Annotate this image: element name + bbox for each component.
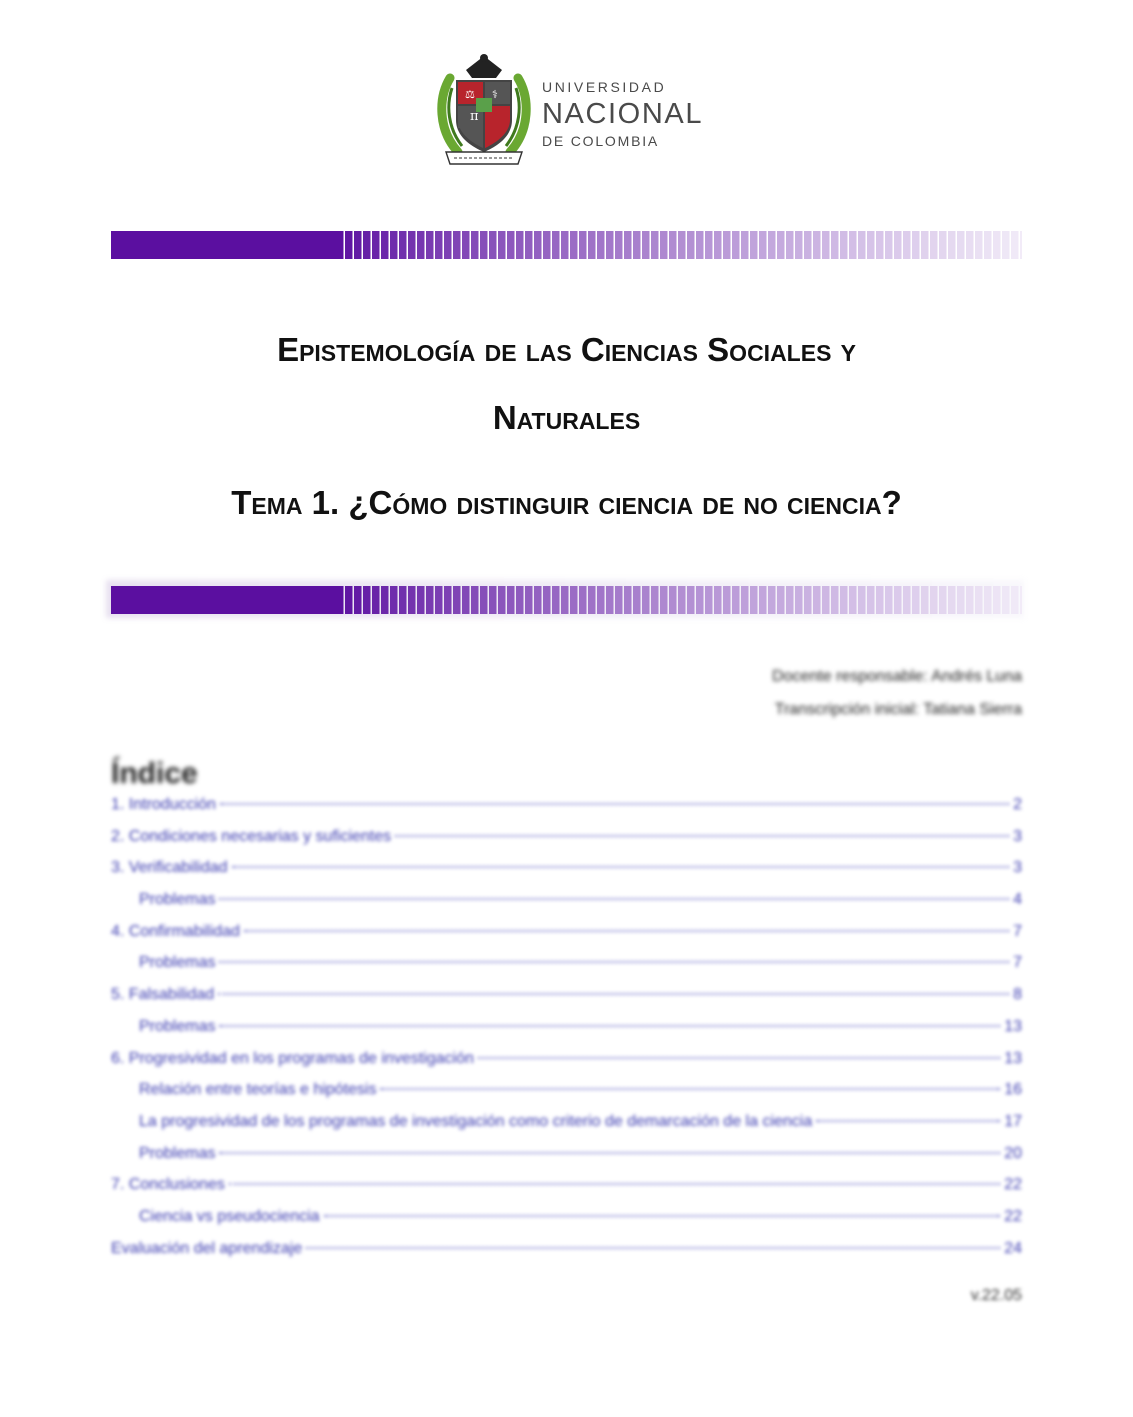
- toc-entry-label[interactable]: 6. Progresividad en los programas de investigación: [111, 1049, 474, 1067]
- bar-stripe: [786, 231, 794, 259]
- bar-stripe: [993, 586, 1001, 614]
- credits: [772, 660, 1022, 726]
- toc-entry-label[interactable]: 7. Conclusiones: [111, 1176, 225, 1194]
- bar-stripe: [507, 231, 515, 259]
- toc-dot-leader: [219, 1152, 1000, 1154]
- toc-dot-leader: [229, 1183, 1000, 1185]
- bar-stripe: [597, 231, 605, 259]
- toc-entry[interactable]: [111, 828, 1022, 860]
- bar-stripe: [444, 231, 452, 259]
- bar-stripe: [390, 586, 398, 614]
- bar-stripe: [804, 586, 812, 614]
- bar-stripe: [372, 231, 380, 259]
- bar-stripe: [579, 586, 587, 614]
- bar-solid-segment: [111, 231, 336, 259]
- bar-stripe: [642, 586, 650, 614]
- bar-stripe: [651, 586, 659, 614]
- version-label: v.22.05: [970, 1287, 1022, 1304]
- bar-stripe: [345, 231, 353, 259]
- bar-stripe: [750, 231, 758, 259]
- toc-dot-leader: [306, 1247, 1000, 1249]
- bar-stripe: [867, 586, 875, 614]
- toc-entry[interactable]: [111, 796, 1022, 828]
- bar-stripe: [363, 586, 371, 614]
- bar-stripe: [705, 231, 713, 259]
- toc-entry[interactable]: [111, 954, 1022, 986]
- credits-transcription: Transcripción inicial: Tatiana Sierra: [774, 701, 1022, 718]
- document-subtitle: Tema 1. ¿Cómo distinguir ciencia de no ciencia?: [231, 484, 902, 521]
- toc-entry-label[interactable]: 4. Confirmabilidad: [111, 922, 240, 940]
- bar-stripe: [606, 231, 614, 259]
- bar-stripe: [435, 586, 443, 614]
- bar-stripe: [642, 231, 650, 259]
- bar-stripe: [588, 586, 596, 614]
- bar-stripe: [849, 231, 857, 259]
- document-title-line-1: Epistemología de las Ciencias Sociales y: [277, 331, 856, 368]
- bar-stripe: [921, 231, 929, 259]
- bar-stripe: [822, 231, 830, 259]
- bar-stripe: [822, 586, 830, 614]
- svg-text:⚖: ⚖: [465, 88, 475, 101]
- bar-stripe: [831, 231, 839, 259]
- logo-line-universidad: UNIVERSIDAD: [542, 79, 667, 95]
- toc-entry[interactable]: [111, 859, 1022, 891]
- toc-entry-page[interactable]: 17: [1004, 1112, 1022, 1130]
- toc-entry[interactable]: [111, 986, 1022, 1018]
- bar-stripe: [1011, 231, 1019, 259]
- index-heading: Índice: [111, 757, 198, 790]
- toc-entry-label[interactable]: Problemas: [139, 954, 216, 972]
- bar-stripe: [957, 586, 965, 614]
- toc-entry-page[interactable]: 4: [1013, 891, 1022, 909]
- bar-stripe: [381, 231, 389, 259]
- bar-stripe: [669, 586, 677, 614]
- bar-stripe: [768, 586, 776, 614]
- bar-stripe: [552, 231, 560, 259]
- bar-stripe: [579, 231, 587, 259]
- bar-stripe: [471, 586, 479, 614]
- bar-stripe: [336, 231, 344, 259]
- toc-entry-page[interactable]: 2: [1013, 796, 1022, 813]
- bar-stripe: [741, 231, 749, 259]
- bar-stripe: [1002, 586, 1010, 614]
- bar-stripe: [498, 586, 506, 614]
- toc-entry[interactable]: [111, 1240, 1022, 1272]
- bar-stripe: [570, 231, 578, 259]
- svg-text:π: π: [470, 109, 479, 124]
- bar-stripe: [885, 586, 893, 614]
- bar-stripe: [858, 231, 866, 259]
- bar-stripe: [696, 231, 704, 259]
- bar-stripe: [480, 586, 488, 614]
- toc-dot-leader: [816, 1120, 1000, 1122]
- bar-stripe: [561, 231, 569, 259]
- bar-stripe: [948, 231, 956, 259]
- logo-line-de-colombia: DE COLOMBIA: [542, 133, 660, 149]
- toc-entry-page[interactable]: 20: [1004, 1144, 1022, 1162]
- bar-stripe: [597, 586, 605, 614]
- toc-entry-label[interactable]: Evaluación del aprendizaje: [111, 1239, 303, 1257]
- bar-stripe: [903, 231, 911, 259]
- bar-stripe: [552, 586, 560, 614]
- decorative-bar-bottom: [111, 586, 1022, 614]
- logo-wordmark: [542, 80, 703, 148]
- bar-stripe: [984, 586, 992, 614]
- toc-entry[interactable]: [111, 1113, 1022, 1145]
- bar-stripe: [831, 586, 839, 614]
- bar-stripe: [876, 231, 884, 259]
- toc-entry-page[interactable]: 3: [1013, 859, 1022, 877]
- bar-stripe: [462, 231, 470, 259]
- bar-stripe: [498, 231, 506, 259]
- bar-stripe: [570, 586, 578, 614]
- bar-stripe: [399, 586, 407, 614]
- bar-stripe: [660, 586, 668, 614]
- toc-dot-leader: [218, 993, 1009, 995]
- bar-stripe: [543, 231, 551, 259]
- bar-stripe: [417, 231, 425, 259]
- toc-dot-leader: [220, 803, 1009, 805]
- toc-entry-page[interactable]: 22: [1004, 1176, 1022, 1194]
- bar-stripe: [858, 586, 866, 614]
- toc-entry-label[interactable]: 1. Introducción: [111, 796, 216, 813]
- toc-dot-leader: [219, 898, 1009, 900]
- bar-stripe: [615, 586, 623, 614]
- bar-stripe: [390, 231, 398, 259]
- bar-stripe: [813, 231, 821, 259]
- bar-stripe: [489, 231, 497, 259]
- toc-dot-leader: [244, 930, 1009, 932]
- toc-entry[interactable]: [111, 1145, 1022, 1177]
- table-of-contents: [111, 796, 1022, 1271]
- bar-stripe: [876, 586, 884, 614]
- bar-stripe: [1011, 586, 1019, 614]
- toc-entry-label[interactable]: Problemas: [139, 1144, 216, 1162]
- bar-stripe: [633, 231, 641, 259]
- bar-stripe: [660, 231, 668, 259]
- bar-stripe: [678, 586, 686, 614]
- bar-stripe: [768, 231, 776, 259]
- bar-stripe: [975, 231, 983, 259]
- bar-stripe: [723, 586, 731, 614]
- bar-stripe: [930, 231, 938, 259]
- toc-dot-leader: [324, 1215, 1001, 1217]
- bar-stripe: [840, 586, 848, 614]
- bar-stripe: [606, 586, 614, 614]
- bar-stripe: [354, 586, 362, 614]
- bar-stripe: [741, 586, 749, 614]
- bar-stripe: [426, 586, 434, 614]
- toc-entry[interactable]: [111, 1081, 1022, 1113]
- bar-stripe: [435, 231, 443, 259]
- bar-stripe: [885, 231, 893, 259]
- bar-stripe: [714, 586, 722, 614]
- bar-stripe: [930, 586, 938, 614]
- bar-stripe: [894, 231, 902, 259]
- bar-stripe: [561, 586, 569, 614]
- toc-entry-label[interactable]: Problemas: [139, 891, 216, 909]
- bar-stripe: [588, 231, 596, 259]
- toc-entry-page[interactable]: 3: [1013, 827, 1022, 845]
- toc-dot-leader: [380, 1088, 1000, 1090]
- bar-stripe: [795, 231, 803, 259]
- bar-stripe: [1002, 231, 1010, 259]
- toc-entry-page[interactable]: 13: [1004, 1049, 1022, 1067]
- toc-entry-page[interactable]: 16: [1004, 1081, 1022, 1099]
- bar-stripe: [759, 231, 767, 259]
- bar-stripe: [408, 586, 416, 614]
- bar-stripe: [849, 586, 857, 614]
- bar-stripe: [453, 231, 461, 259]
- bar-stripe: [399, 231, 407, 259]
- bar-stripe: [723, 231, 731, 259]
- toc-entry-page[interactable]: 24: [1004, 1239, 1022, 1257]
- toc-entry[interactable]: [111, 1176, 1022, 1208]
- toc-dot-leader: [232, 866, 1010, 868]
- bar-stripe: [372, 586, 380, 614]
- bar-stripe: [903, 586, 911, 614]
- bar-stripe: [1020, 586, 1022, 614]
- bar-stripe: [633, 586, 641, 614]
- bar-stripe: [966, 586, 974, 614]
- bar-stripe: [705, 586, 713, 614]
- bar-stripe: [984, 231, 992, 259]
- bar-stripe: [543, 586, 551, 614]
- toc-entry[interactable]: [111, 1050, 1022, 1082]
- bar-stripe: [732, 586, 740, 614]
- bar-stripe: [678, 231, 686, 259]
- bar-stripe: [426, 231, 434, 259]
- bar-stripe: [894, 586, 902, 614]
- toc-dot-leader: [395, 835, 1009, 837]
- toc-entry-page[interactable]: 13: [1004, 1017, 1022, 1035]
- bar-stripe: [534, 231, 542, 259]
- bar-stripe: [777, 231, 785, 259]
- toc-dot-leader: [219, 961, 1009, 963]
- bar-stripe: [408, 231, 416, 259]
- toc-entry-label[interactable]: Relación entre teorías e hipótesis: [139, 1081, 377, 1099]
- bar-stripe: [912, 231, 920, 259]
- toc-entry[interactable]: [111, 1208, 1022, 1240]
- bar-stripe: [687, 231, 695, 259]
- bar-stripe: [471, 231, 479, 259]
- bar-stripe: [750, 586, 758, 614]
- toc-dot-leader: [478, 1057, 1000, 1059]
- bar-stripe: [687, 586, 695, 614]
- bar-stripe: [939, 586, 947, 614]
- bar-stripe: [363, 231, 371, 259]
- bar-stripe: [453, 586, 461, 614]
- logo-line-nacional: NACIONAL: [542, 98, 704, 130]
- toc-entry-label[interactable]: La progresividad de los programas de investigación como criterio de demarcación de la ciencia: [139, 1112, 813, 1130]
- bar-stripe: [777, 586, 785, 614]
- bar-stripe: [651, 231, 659, 259]
- bar-stripe: [993, 231, 1001, 259]
- bar-stripe: [345, 586, 353, 614]
- bar-stripe: [381, 586, 389, 614]
- toc-entry[interactable]: [111, 1018, 1022, 1050]
- toc-entry-label[interactable]: 3. Verificabilidad: [111, 859, 228, 877]
- bar-stripe: [525, 586, 533, 614]
- svg-text:⚕: ⚕: [492, 88, 498, 101]
- bar-stripe: [912, 586, 920, 614]
- bar-stripe: [336, 586, 344, 614]
- bar-stripe: [444, 586, 452, 614]
- bar-stripe: [417, 586, 425, 614]
- bar-stripe: [813, 586, 821, 614]
- bar-stripe: [480, 231, 488, 259]
- toc-entry[interactable]: [111, 891, 1022, 923]
- university-logo: [436, 48, 736, 172]
- toc-dot-leader: [219, 1025, 1000, 1027]
- bar-stripe: [966, 231, 974, 259]
- toc-entry-page[interactable]: 7: [1013, 922, 1022, 940]
- toc-entry[interactable]: [111, 923, 1022, 955]
- bar-stripe: [489, 586, 497, 614]
- toc-entry-page[interactable]: 7: [1013, 954, 1022, 972]
- decorative-bar-top: [111, 231, 1022, 259]
- bar-stripe: [840, 231, 848, 259]
- bar-stripe: [696, 586, 704, 614]
- credits-responsible: Docente responsable: Andrés Luna: [772, 668, 1022, 685]
- bar-stripe: [795, 586, 803, 614]
- bar-stripe: [939, 231, 947, 259]
- bar-stripe: [714, 231, 722, 259]
- toc-entry-label[interactable]: Problemas: [139, 1017, 216, 1035]
- bar-stripe: [921, 586, 929, 614]
- bar-stripe: [507, 586, 515, 614]
- bar-stripe: [1020, 231, 1022, 259]
- bar-stripe: [669, 231, 677, 259]
- document-title: [111, 316, 1022, 452]
- bar-solid-segment: [111, 586, 336, 614]
- toc-entry-label[interactable]: Ciencia vs pseudociencia: [139, 1207, 320, 1225]
- bar-stripe: [462, 586, 470, 614]
- document-title-line-2: Naturales: [492, 399, 641, 436]
- toc-entry-label[interactable]: 2. Condiciones necesarias y suficientes: [111, 827, 392, 845]
- bar-stripe: [759, 586, 767, 614]
- university-crest-icon: [436, 48, 532, 172]
- bar-stripe: [624, 231, 632, 259]
- bar-stripe: [516, 231, 524, 259]
- bar-stripe: [525, 231, 533, 259]
- toc-entry-page[interactable]: 22: [1004, 1207, 1022, 1225]
- bar-stripe: [624, 586, 632, 614]
- bar-stripe: [615, 231, 623, 259]
- toc-entry-label[interactable]: 5. Falsabilidad: [111, 986, 215, 1004]
- bar-stripe: [957, 231, 965, 259]
- bar-stripe: [732, 231, 740, 259]
- toc-entry-page[interactable]: 8: [1013, 986, 1022, 1004]
- bar-stripe: [975, 586, 983, 614]
- bar-stripe: [516, 586, 524, 614]
- bar-stripe: [786, 586, 794, 614]
- bar-stripe: [867, 231, 875, 259]
- bar-stripe: [948, 586, 956, 614]
- bar-stripe: [354, 231, 362, 259]
- bar-stripe: [804, 231, 812, 259]
- bar-stripe: [534, 586, 542, 614]
